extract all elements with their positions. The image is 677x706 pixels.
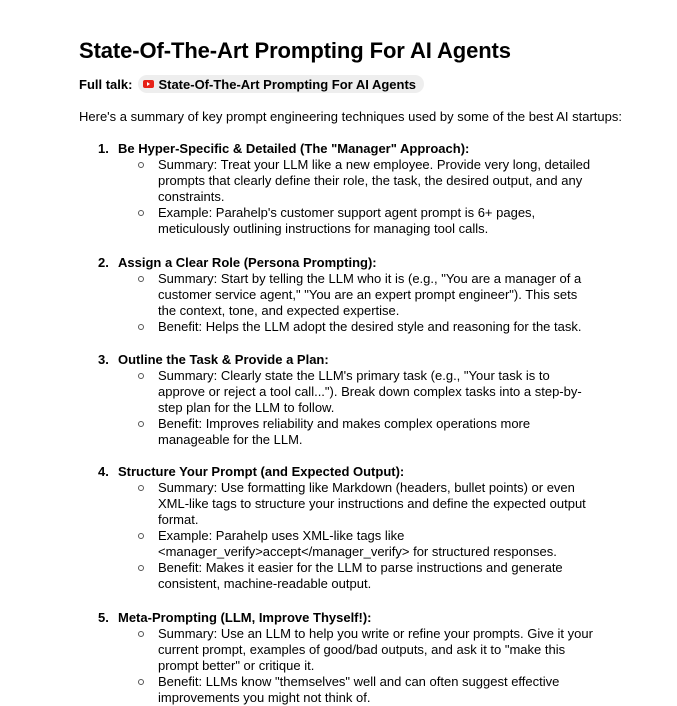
hollow-bullet-icon <box>138 421 144 427</box>
hollow-bullet-icon <box>138 565 144 571</box>
hollow-bullet-icon <box>138 276 144 282</box>
section-number: 3. <box>98 352 109 367</box>
section-heading: 2. Assign a Clear Role (Persona Prompting): <box>98 255 377 270</box>
list-item: Summary: Treat your LLM like a new employee. Provide very long, detailed prompts that clearly define their role, the task, the desired output, and any constraints. <box>79 157 598 205</box>
hollow-bullet-icon <box>138 373 144 379</box>
hollow-bullet-icon <box>138 631 144 637</box>
hollow-bullet-icon <box>138 162 144 168</box>
list-item: Summary: Use an LLM to help you write or refine your prompts. Give it your current prompt, examples of good/bad outputs, and ask it to "make this prompt better" or critique it. <box>79 626 598 674</box>
section-heading: 5. Meta-Prompting (LLM, Improve Thyself!): <box>98 610 372 625</box>
section-heading: 3. Outline the Task & Provide a Plan: <box>98 352 329 367</box>
list-item: Benefit: Helps the LLM adopt the desired style and reasoning for the task. <box>79 319 598 335</box>
section-number: 4. <box>98 464 109 479</box>
list-item: Summary: Use formatting like Markdown (headers, bullet points) or even XML-like tags to structure your instructions and define the expected output format. <box>79 480 598 528</box>
full-talk-line <box>79 75 424 93</box>
list-item: Example: Parahelp's customer support agent prompt is 6+ pages, meticulously outlining instructions for managing tool calls. <box>79 205 598 237</box>
section-number: 2. <box>98 255 109 270</box>
list-item: Summary: Start by telling the LLM who it is (e.g., "You are a manager of a customer service agent," "You are an expert prompt engineer"). This sets the context, tone, and expected expertise. <box>79 271 598 319</box>
hollow-bullet-icon <box>138 679 144 685</box>
section-number: 5. <box>98 610 109 625</box>
list-item: Example: Parahelp uses XML-like tags like <manager_verify>accept</manager_verify> for structured responses. <box>79 528 598 560</box>
youtube-link-label: State-Of-The-Art Prompting For AI Agents <box>158 76 417 92</box>
youtube-icon <box>143 80 154 88</box>
section-number: 1. <box>98 141 109 156</box>
youtube-link-chip[interactable] <box>138 75 424 93</box>
list-item: Benefit: Makes it easier for the LLM to parse instructions and generate consistent, machine-readable output. <box>79 560 598 592</box>
list-item: Benefit: LLMs know "themselves" well and can often suggest effective improvements you might not think of. <box>79 674 598 706</box>
full-talk-label: Full talk: <box>79 76 133 92</box>
section-4 <box>79 464 619 592</box>
intro-paragraph: Here's a summary of key prompt engineering techniques used by some of the best AI startups: <box>79 109 622 124</box>
section-5 <box>79 610 619 706</box>
hollow-bullet-icon <box>138 324 144 330</box>
section-2 <box>79 255 619 335</box>
section-3 <box>79 352 619 448</box>
list-item: Benefit: Improves reliability and makes complex operations more manageable for the LLM. <box>79 416 598 448</box>
hollow-bullet-icon <box>138 533 144 539</box>
list-item: Summary: Clearly state the LLM's primary task (e.g., "Your task is to approve or reject a tool call..."). Break down complex tasks into a step-by-step plan for the LLM to follow. <box>79 368 598 416</box>
section-1 <box>79 141 619 237</box>
page-title: State-Of-The-Art Prompting For AI Agents <box>79 38 511 63</box>
hollow-bullet-icon <box>138 210 144 216</box>
section-heading: 1. Be Hyper-Specific & Detailed (The "Manager" Approach): <box>98 141 470 156</box>
hollow-bullet-icon <box>138 485 144 491</box>
section-heading: 4. Structure Your Prompt (and Expected Output): <box>98 464 405 479</box>
